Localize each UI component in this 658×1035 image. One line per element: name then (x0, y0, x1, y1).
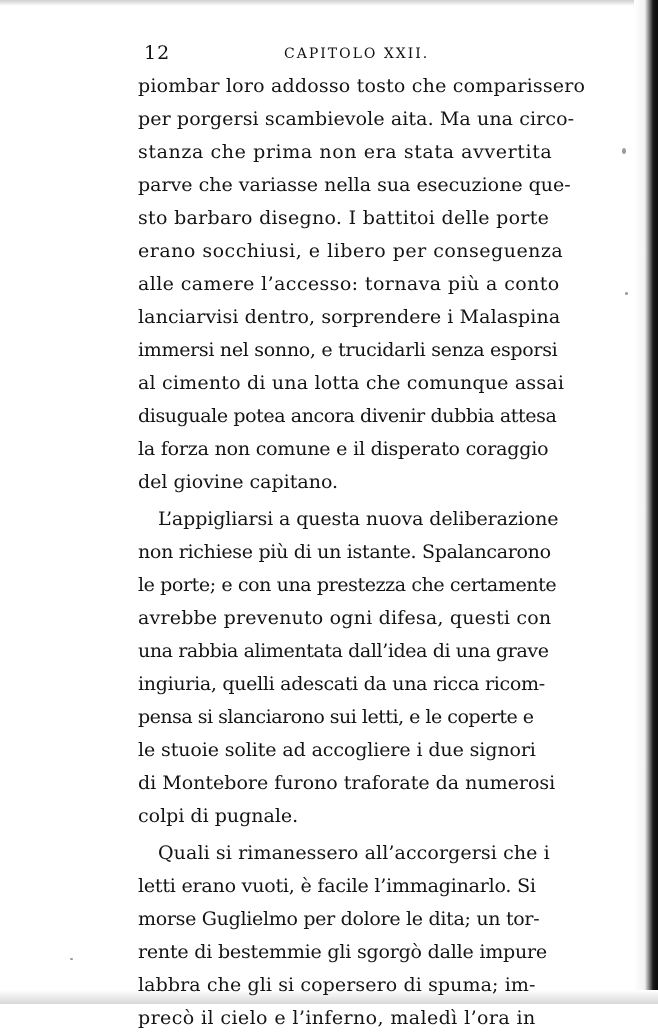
text-line: ingiuria, quelli adescati da una ricca ricom- (138, 673, 545, 695)
text-line: piombar loro addosso tosto che comparissero (138, 75, 586, 97)
text-line: Quali si rimanessero all’accorgersi che i (158, 842, 550, 864)
text-line: precò il cielo e l’inferno, maledì l’ora in (138, 1007, 536, 1029)
page-right-edge-shadow (634, 0, 658, 1004)
text-line: immersi nel sonno, e trucidarli senza esporsi (138, 339, 558, 361)
text-line: del giovine capitano. (138, 471, 339, 493)
paragraph-1 (138, 70, 586, 499)
text-line: labbra che gli si copersero di spuma; im- (138, 974, 536, 996)
text-line: per porgersi scambievole aita. Ma una circo- (138, 108, 575, 130)
text-line: al cimento di una lotta che comunque assai (138, 372, 565, 394)
text-line: la forza non comune e il disperato coraggio (138, 438, 549, 460)
text-line: erano socchiusi, e libero per conseguenza (138, 240, 564, 262)
paragraph-3 (138, 837, 562, 1035)
text-line: stanza che prima non era stata avvertita (138, 141, 553, 163)
text-line: non richiese più di un istante. Spalancarono (138, 541, 551, 563)
running-header (144, 40, 564, 68)
text-line: le stuoie solite ad accogliere i due signori (138, 739, 536, 761)
text-line: sto barbaro disegno. I battitoi delle porte (138, 207, 550, 229)
page-number: 12 (144, 42, 171, 64)
text-line: rente di bestemmie gli sgorgò dalle impure (138, 941, 547, 963)
chapter-title: CAPITOLO XXII. (284, 46, 430, 62)
text-line: pensa si slanciarono sui letti, e le coperte e (138, 706, 534, 728)
text-line: colpi di pugnale. (138, 805, 299, 827)
paper-speck (70, 958, 73, 960)
text-line: lanciarvisi dentro, sorprendere i Malaspina (138, 306, 561, 328)
text-line: di Montebore furono traforate da numerosi (138, 772, 556, 794)
text-line: disuguale potea ancora divenir dubbia attesa (138, 405, 557, 427)
text-line: L’appigliarsi a questa nuova deliberazione (158, 508, 559, 530)
paper-speck (625, 292, 628, 295)
text-line: alle camere l’accesso: tornava più a conto (138, 273, 560, 295)
text-line: una rabbia alimentata dall’idea di una grave (138, 640, 549, 662)
text-line: morse Guglielmo per dolore le dita; un tor- (138, 908, 540, 930)
paper-speck (622, 148, 626, 154)
text-line: letti erano vuoti, è facile l’immaginarlo. Si (138, 875, 536, 897)
text-line: avrebbe prevenuto ogni difesa, questi con (138, 607, 552, 629)
body-text (138, 70, 586, 1035)
text-line: le porte; e con una prestezza che certamente (138, 574, 557, 596)
paragraph-2 (138, 503, 562, 833)
text-line: parve che variasse nella sua esecuzione que- (138, 174, 571, 196)
page-top-shadow (0, 0, 658, 6)
